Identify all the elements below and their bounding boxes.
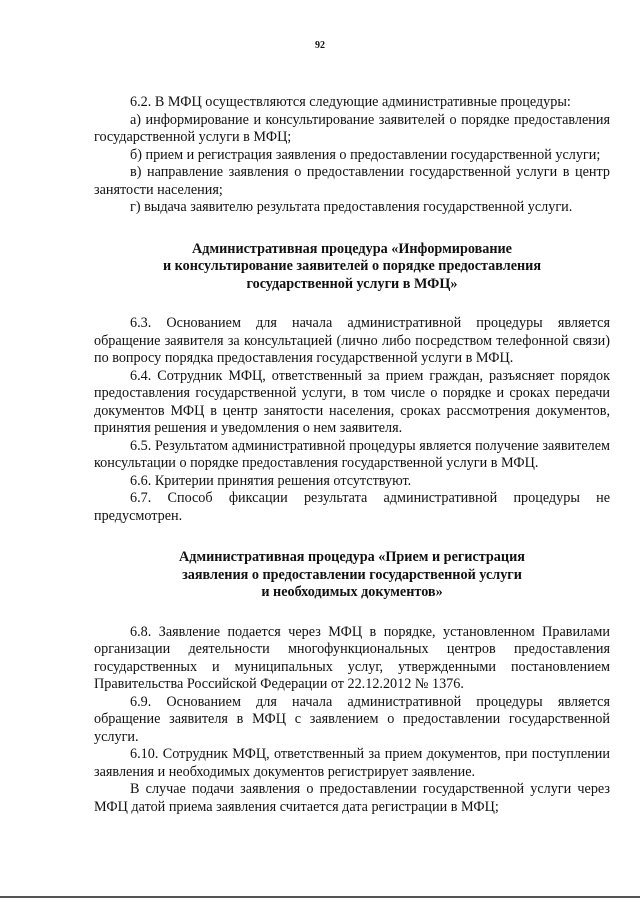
- paragraph-6-10: 6.10. Сотрудник МФЦ, ответственный за прием документов, при поступлении заявления и необходимых документов регистрирует заявление.: [94, 746, 610, 780]
- paragraph-6-7: 6.7. Способ фиксации результата административной процедуры не предусмотрен.: [94, 490, 610, 524]
- paragraph-6-9: 6.9. Основанием для начала административной процедуры является обращение заявителя в МФЦ с заявлением о предоставлении государственной услуги.: [94, 693, 610, 745]
- scan-edge-divider: [0, 896, 640, 898]
- paragraph-6-2-intro: 6.2. В МФЦ осуществляются следующие административные процедуры:: [130, 94, 571, 110]
- spacer: [94, 293, 610, 315]
- paragraph-submission-date: В случае подачи заявления о предоставлении государственной услуги через МФЦ датой приема заявления считается дата регистрации в МФЦ;: [94, 781, 610, 815]
- heading-line: заявления о предоставлении государственной услуги: [182, 566, 522, 583]
- spacer: [94, 217, 610, 241]
- heading-line: и консультирование заявителей о порядке предоставления: [162, 258, 542, 274]
- list-item-a: а) информирование и консультирование заявителей о порядке предоставления государственной услуги в МФЦ;: [94, 111, 610, 145]
- list-item-g: г) выдача заявителю результата предоставления государственной услуги.: [130, 199, 573, 215]
- list-item-v: в) направление заявления о предоставлении государственной услуги в центр занятости населения;: [94, 164, 610, 198]
- page-number: 92: [315, 40, 325, 51]
- document-body: [94, 94, 610, 816]
- paragraph-6-3: 6.3. Основанием для начала административной процедуры является обращение заявителя за консультацией (лично либо посредством телефонной связи) по вопросу порядка предоставления государственной услуги в МФЦ.: [94, 315, 610, 366]
- spacer: [94, 525, 610, 549]
- spacer: [94, 602, 610, 624]
- list-item-b: б) прием и регистрация заявления о предоставлении государственной услуги;: [130, 146, 601, 163]
- paragraph-6-8: 6.8. Заявление подается через МФЦ в порядке, установленном Правилами организации деятельности многофункциональных центров предоставления государственных и муниципальных услуг, утвержденными постановлением Правительства Российской Федерации от 22.12.2012 № 1376.: [94, 623, 610, 692]
- paragraph-6-4: 6.4. Сотрудник МФЦ, ответственный за прием граждан, разъясняет порядок предоставления государственной услуги, в том числе о порядке и сроках передачи документов МФЦ в центр занятости населения, сроках рассмотрения документов, принятия решения и уведомления о нем заявителя.: [94, 367, 610, 436]
- paragraph-6-5: 6.5. Результатом административной процедуры является получение заявителем консультации о порядке предоставления государственной услуги в МФЦ.: [94, 437, 610, 471]
- heading-line: государственной услуги в МФЦ»: [246, 275, 458, 292]
- paragraph-6-6: 6.6. Критерии принятия решения отсутствуют.: [130, 472, 412, 489]
- section-heading-informing: [94, 241, 610, 294]
- heading-line: Административная процедура «Прием и регистрация: [179, 549, 525, 565]
- section-heading-registration: [94, 549, 610, 602]
- heading-line: Административная процедура «Информирование: [192, 240, 512, 257]
- heading-line: и необходимых документов»: [261, 584, 443, 600]
